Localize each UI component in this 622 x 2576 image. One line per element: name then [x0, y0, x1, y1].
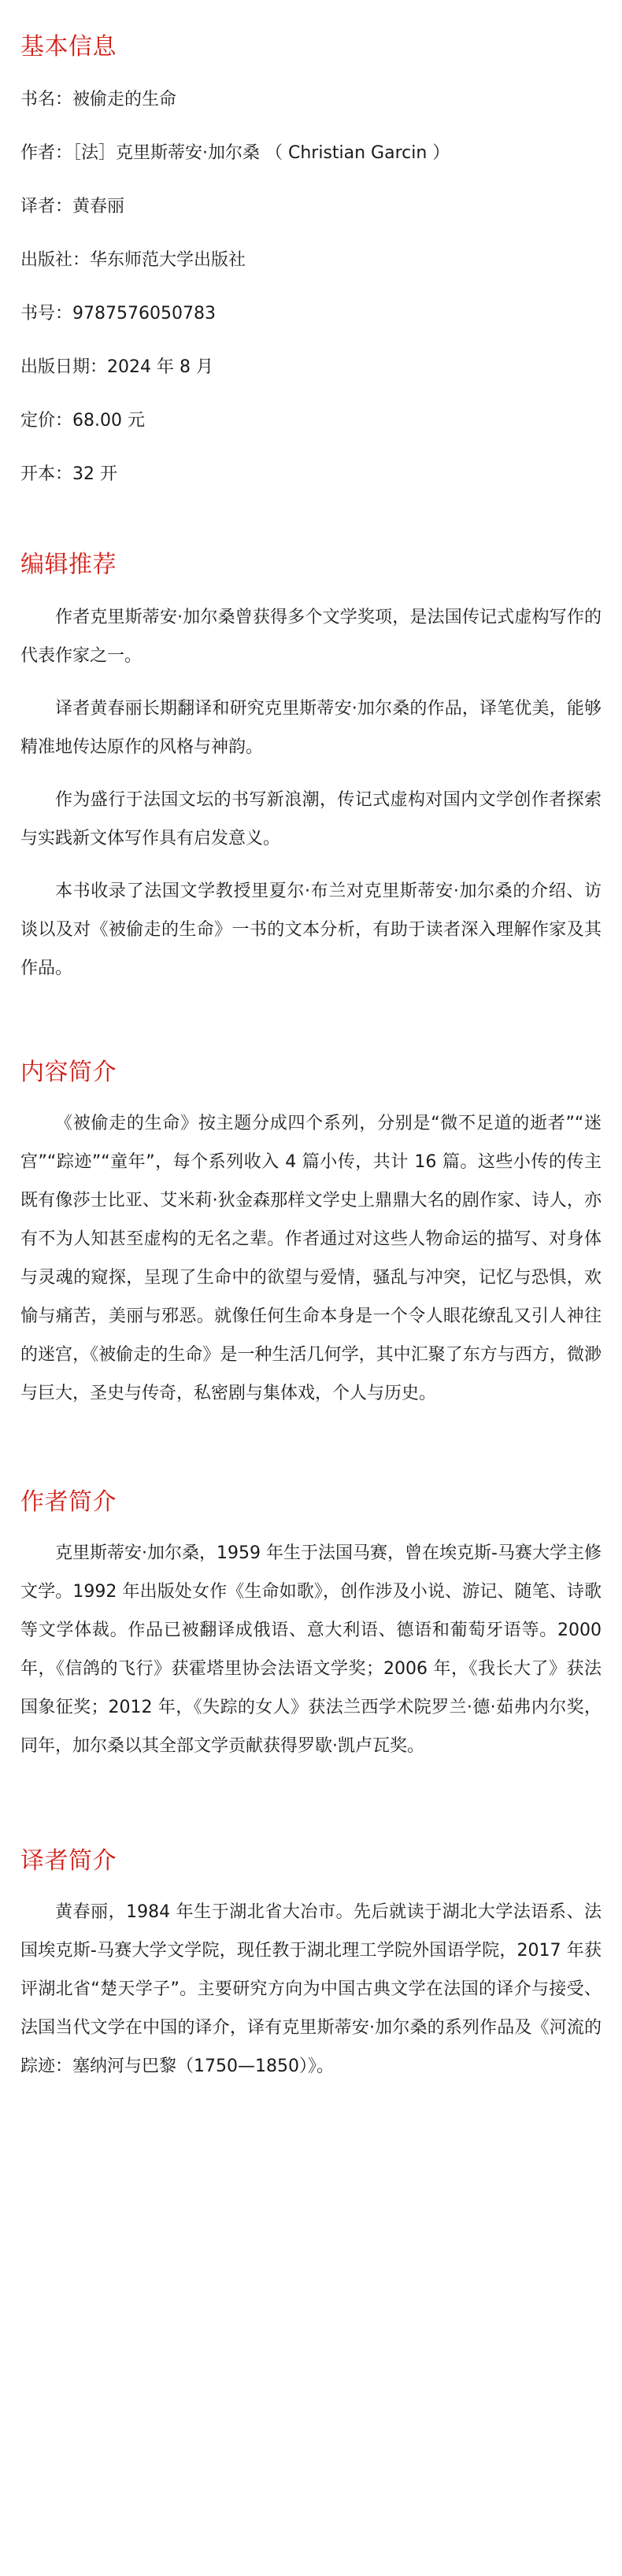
- recommendation-paragraph: 译者黄春丽长期翻译和研究克里斯蒂安·加尔桑的作品，译笔优美，能够精准地传达原作的风格与神韵。: [20, 699, 602, 757]
- info-isbn: 书号：9787576050783: [20, 304, 216, 323]
- info-book-title: 书名：被偷走的生命: [20, 90, 177, 109]
- translator-intro-section: [20, 1780, 602, 2086]
- basic-info-heading: 基本信息: [20, 33, 117, 61]
- info-author: 作者：［法］克里斯蒂安·加尔桑 （ Christian Garcin ）: [20, 143, 450, 163]
- recommendation-paragraph: 作者克里斯蒂安·加尔桑曾获得多个文学奖项，是法国传记式虚构写作的代表作家之一。: [20, 608, 602, 666]
- info-price: 定价：68.00 元: [20, 411, 145, 431]
- recommendation-paragraph: 本书收录了法国文学教授里夏尔·布兰对克里斯蒂安·加尔桑的介绍、访谈以及对《被偷走的生命》一书的文本分析，有助于读者深入理解作家及其作品。: [20, 881, 602, 978]
- info-publish-date: 出版日期：2024 年 8 月: [20, 357, 213, 377]
- info-format: 开本：32 开: [20, 464, 117, 484]
- basic-info-list: [20, 87, 602, 488]
- author-intro-heading: 作者简介: [20, 1488, 117, 1516]
- basic-info-section: [20, 0, 602, 488]
- recommendation-paragraph: 作为盛行于法国文坛的书写新浪潮，传记式虚构对国内文学创作者探索与实践新文体写作具有启发意义。: [20, 790, 602, 848]
- translator-paragraph: 黄春丽，1984 年生于湖北省大冶市。先后就读于湖北大学法语系、法国埃克斯-马赛大学文学院，现任教于湖北理工学院外国语学院，2017 年获评湖北省“楚天学子”。主要研究方向为中国古典文学在法国的译介与接受、法国当代文学在中国的译介，译有克里斯蒂安·加尔桑的系列作品及《河流的踪迹：塞纳河与巴黎（1750—1850）》。: [20, 1902, 602, 2076]
- info-publisher: 出版社：华东师范大学出版社: [20, 250, 246, 270]
- author-intro-section: [20, 1427, 602, 1765]
- info-translator: 译者：黄春丽: [20, 197, 125, 216]
- editor-recommendation-heading: 编辑推荐: [20, 551, 117, 578]
- translator-intro-heading: 译者简介: [20, 1847, 117, 1875]
- summary-paragraph: 《被偷走的生命》按主题分成四个系列，分别是“微不足道的逝者”“迷宫”“踪迹”“童年”，每个系列收入 4 篇小传，共计 16 篇。这些小传的传主既有像莎士比亚、艾米莉·狄金森那样文学史上鼎鼎大名的剧作家、诗人，亦有不为人知甚至虚构的无名之辈。作者通过对这些人物命运的描写、对身体与灵魂的窥探，呈现了生命中的欲望与爱情，骚乱与冲突，记忆与恐惧，欢愉与痛苦，美丽与邪恶。就像任何生命本身是一个令人眼花缭乱又引人神往的迷宫，《被偷走的生命》是一种生活几何学，其中汇聚了东方与西方，微渺与巨大，圣史与传奇，私密剧与集体戏，个人与历史。: [20, 1114, 602, 1403]
- content-summary-heading: 内容简介: [20, 1059, 117, 1086]
- author-paragraph: 克里斯蒂安·加尔桑，1959 年生于法国马赛，曾在埃克斯-马赛大学主修文学。1992 年出版处女作《生命如歌》，创作涉及小说、游记、随笔、诗歌等文学体裁。作品已被翻译成俄语、意大利语、德语和葡萄牙语等。2000 年，《信鸽的飞行》获霍塔里协会法语文学奖；2006 年，《我长大了》获法国象征奖；2012 年，《失踪的女人》获法兰西学术院罗兰·德·茹弗内尔奖，同年，加尔桑以其全部文学贡献获得罗歇·凯卢瓦奖。: [20, 1543, 602, 1756]
- editor-recommendation-section: [20, 515, 602, 988]
- content-summary-section: [20, 1002, 602, 1413]
